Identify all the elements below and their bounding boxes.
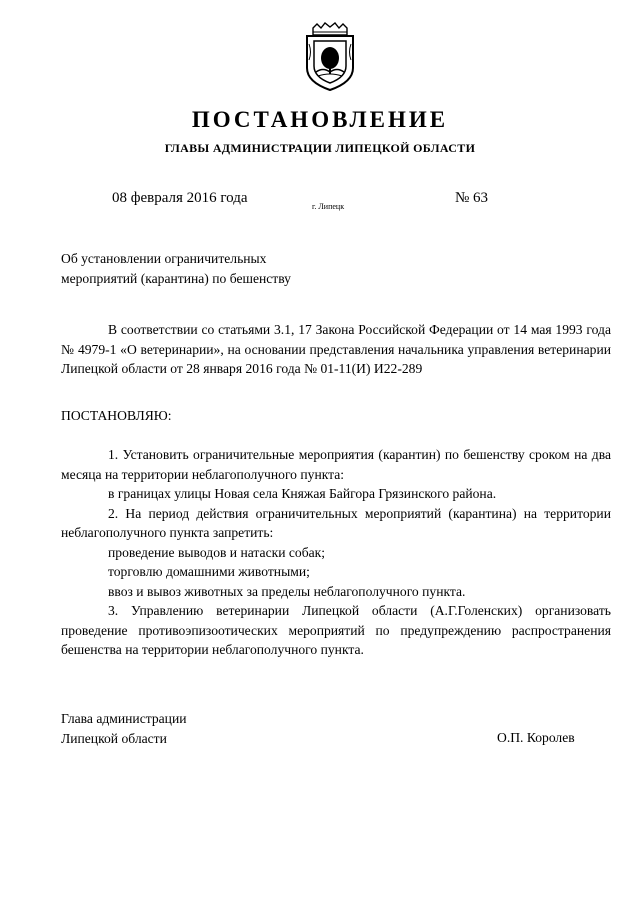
item-1: 1. Установить ограничительные мероприятия (карантин) по бешенству сроком на два месяца на территории неблагополучного пункта: xyxy=(61,447,611,482)
lipetsk-coat-of-arms-icon xyxy=(303,22,357,92)
decree-subject xyxy=(61,249,381,288)
decree-city: г. Липецк xyxy=(312,202,345,211)
document-title: ПОСТАНОВЛЕНИЕ xyxy=(191,107,449,132)
subject-line-1: Об установлении ограничительных xyxy=(61,251,267,266)
item-2: 2. На период действия ограничительных мероприятий (карантина) на территории неблагополучного пункта запретить: xyxy=(61,505,611,540)
signatory-position-line-2: Липецкой области xyxy=(61,730,167,746)
signatory-name: О.П. Королев xyxy=(497,730,575,745)
document-subtitle: ГЛАВЫ АДМИНИСТРАЦИИ ЛИПЕЦКОЙ ОБЛАСТИ xyxy=(164,141,476,155)
item-2-sub-1: проведение выводов и натаски собак; xyxy=(108,544,326,560)
signatory-position-line-1: Глава администрации xyxy=(61,711,187,726)
item-2-sub-3: ввоз и вывоз животных за пределы неблагополучного пункта. xyxy=(108,583,466,599)
decree-word: ПОСТАНОВЛЯЮ: xyxy=(61,408,172,423)
decree-word-block xyxy=(61,406,611,426)
item-3: 3. Управлению ветеринарии Липецкой области (А.Г.Голенских) организовать проведение противоэпизоотических мероприятий по предупреждению распространения бешенства на территории неблагополучного пункта. xyxy=(61,603,611,657)
item-2-sub-2: торговлю домашними животными; xyxy=(108,564,310,579)
decree-items xyxy=(61,445,611,660)
subject-line-2: мероприятий (карантина) по бешенству xyxy=(61,270,291,286)
decree-date: 08 февраля 2016 года xyxy=(112,190,248,206)
decree-number: № 63 xyxy=(455,190,489,206)
preamble-paragraph: В соответствии со статьями 3.1, 17 Закона Российской Федерации от 14 мая 1993 года № 4979-1 «О ветеринарии», на основании представления начальника управления ветеринарии Липецкой области от 28 января 2016 года № 01-11(И) И22-289 xyxy=(61,322,611,376)
preamble-block xyxy=(61,320,611,379)
item-1-sub: в границах улицы Новая села Княжая Байгора Грязинского района. xyxy=(108,486,497,501)
signatory-position xyxy=(61,709,187,748)
